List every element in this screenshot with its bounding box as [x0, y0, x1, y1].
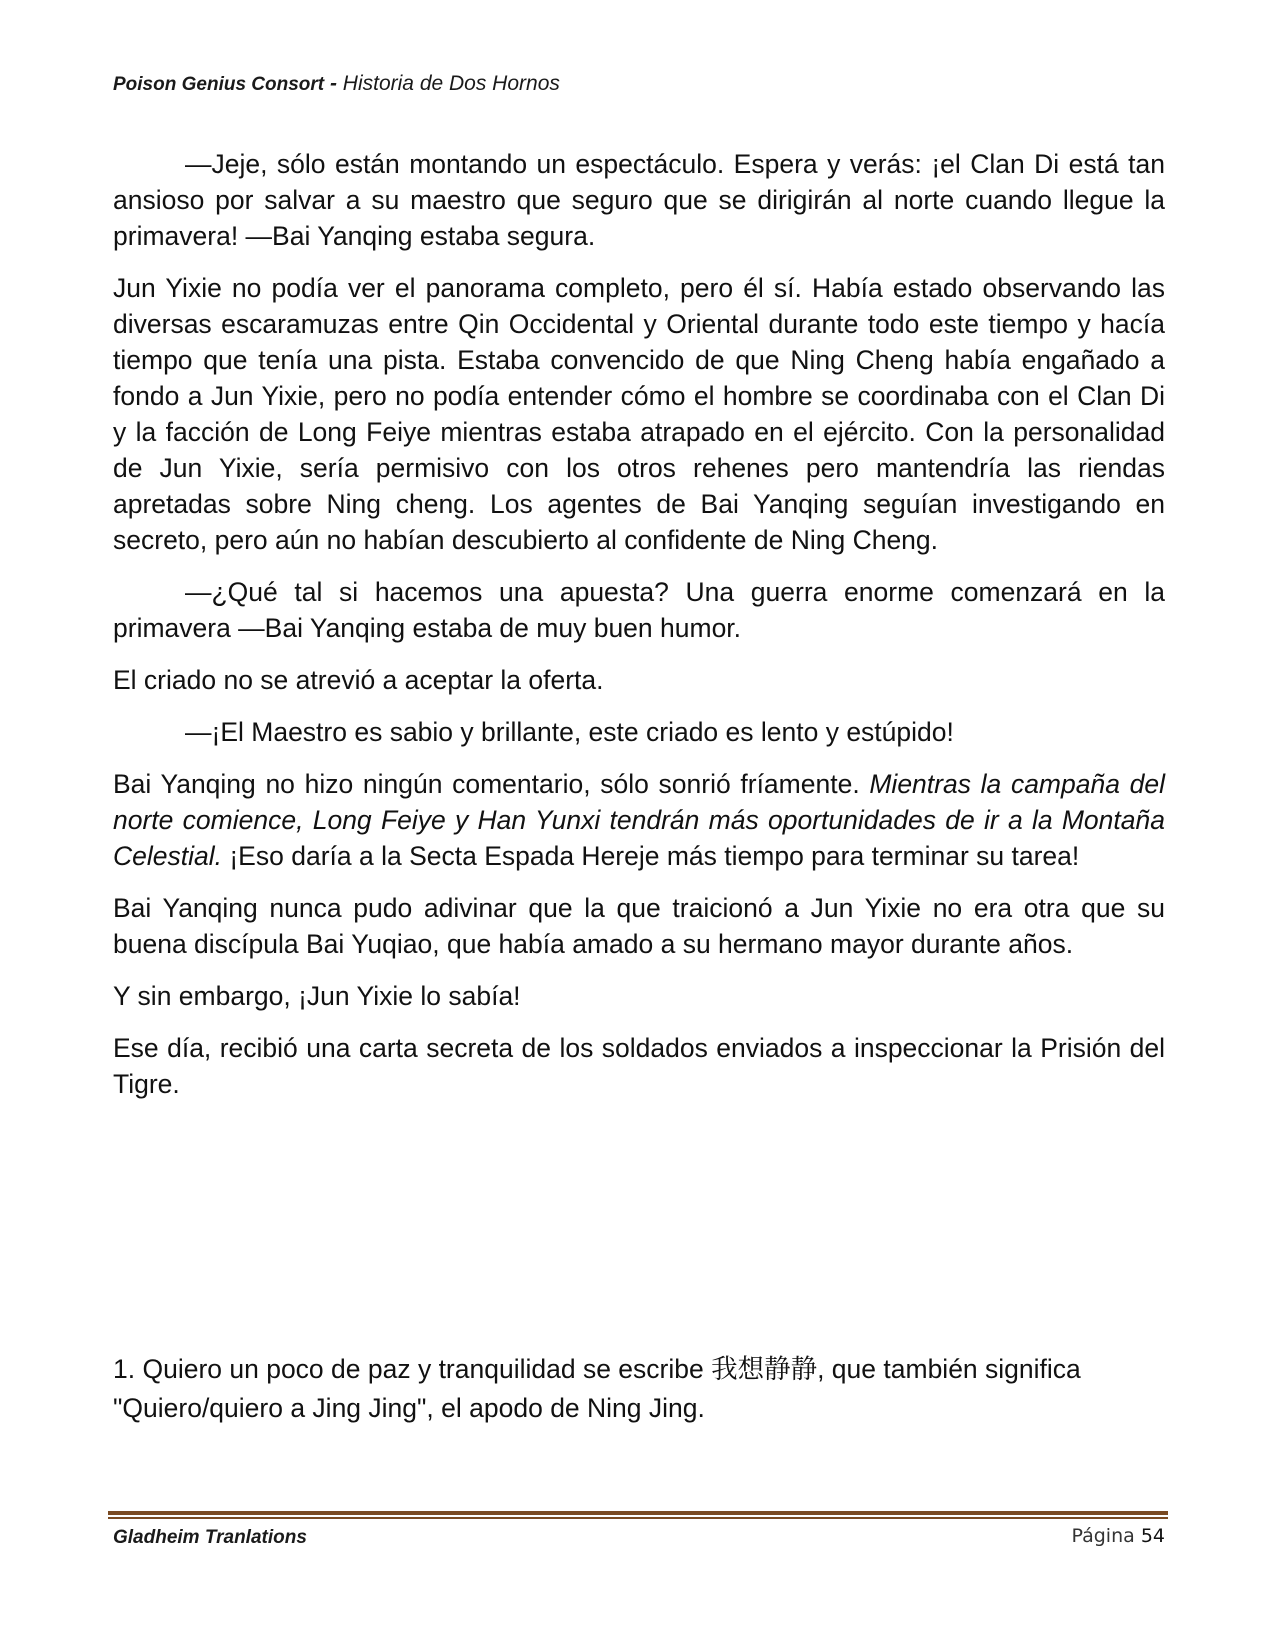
paragraph-4: El criado no se atrevió a aceptar la oferta.: [113, 665, 604, 695]
footer-rule-thick: [108, 1511, 1168, 1515]
paragraph-3: —¿Qué tal si hacemos una apuesta? Una guerra enorme comenzará en la primavera —Bai Yanqing estaba de muy buen humor.: [113, 577, 1165, 643]
page-number: 54: [1140, 1525, 1165, 1547]
footer-rule-thin: [108, 1517, 1168, 1519]
paragraph-8: Y sin embargo, ¡Jun Yixie lo sabía!: [113, 981, 521, 1011]
paragraph-5: —¡El Maestro es sabio y brillante, este criado es lento y estúpido!: [185, 717, 954, 747]
chapter-title: Historia de Dos Hornos: [342, 72, 560, 95]
footnote: 1. Quiero un poco de paz y tranquilidad se escribe 我想静静, que también significa "Quiero/quiero a Jing Jing", el apodo de Ning Jing.: [113, 1354, 1081, 1423]
paragraph-6-start: Bai Yanqing no hizo ningún comentario, sólo sonrió fríamente.: [113, 769, 870, 799]
header-separator: -: [324, 72, 343, 95]
body-text: [113, 146, 1165, 1118]
paragraph-7: Bai Yanqing nunca pudo adivinar que la que traicionó a Jun Yixie no era otra que su buena discípula Bai Yuqiao, que había amado a su hermano mayor durante años.: [113, 893, 1165, 959]
paragraph-9: Ese día, recibió una carta secreta de los soldados enviados a inspeccionar la Prisión del Tigre.: [113, 1033, 1165, 1099]
series-title: Poison Genius Consort: [113, 74, 325, 95]
paragraph-2: Jun Yixie no podía ver el panorama completo, pero él sí. Había estado observando las diversas escaramuzas entre Qin Occidental y Oriental durante todo este tiempo y hacía tiempo que tenía una pista. Estaba convencido de que Ning Cheng había engañado a fondo a Jun Yixie, pero no podía entender cómo el hombre se coordinaba con el Clan Di y la facción de Long Feiye mientras estaba atrapado en el ejército. Con la personalidad de Jun Yixie, sería permisivo con los otros rehenes pero mantendría las riendas apretadas sobre Ning cheng. Los agentes de Bai Yanqing seguían investigando en secreto, pero aún no habían descubierto al confidente de Ning Cheng.: [113, 273, 1165, 555]
paragraph-6-end: ¡Eso daría a la Secta Espada Hereje más tiempo para terminar su tarea!: [222, 841, 1080, 871]
footer-rule: [108, 1511, 1168, 1519]
paragraph-6-italic-thought: Mientras la campaña del norte comience, Long Feiye y Han Yunxi tendrán más oportunidades de ir a la Montaña Celestial.: [113, 769, 1165, 871]
footer-page-number: [1071, 1525, 1165, 1547]
running-header: [113, 72, 560, 96]
paragraph-6: [113, 766, 1165, 874]
footer-translator: Gladheim Tranlations: [113, 1527, 307, 1548]
page-label: Página: [1071, 1525, 1135, 1547]
paragraph-1: —Jeje, sólo están montando un espectáculo. Espera y verás: ¡el Clan Di está tan ansioso por salvar a su maestro que seguro que se dirigirán al norte cuando llegue la primavera! —Bai Yanqing estaba segura.: [113, 149, 1165, 251]
